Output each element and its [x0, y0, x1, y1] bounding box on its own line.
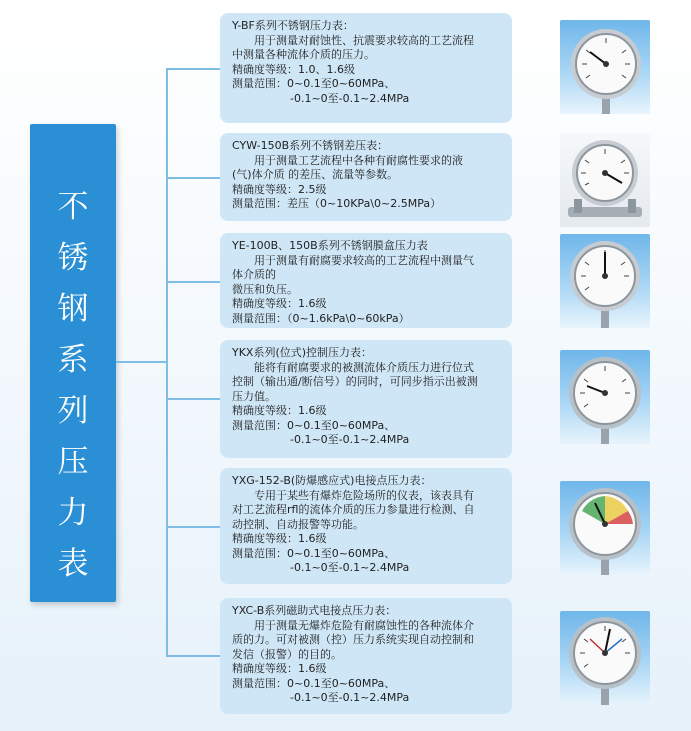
title-char: 系	[57, 342, 89, 378]
title-char: 锈	[57, 240, 89, 276]
connector-branch	[166, 655, 220, 657]
accuracy-grade: 精确度等级：1.6级	[232, 297, 327, 310]
title-char: 列	[57, 393, 89, 429]
product-description: 体介质的	[232, 268, 276, 281]
measuring-range-cont: -0.1~0至-0.1~2.4MPa	[290, 691, 410, 704]
differential-pressure-gauge-photo	[560, 133, 650, 227]
measuring-range: 测量范围：0~0.1至0~60MPa、	[232, 676, 396, 690]
product-description: 用于测量有耐腐要求较高的工艺流程中测量气	[254, 253, 474, 267]
product-name: YXC-B系列磁助式电接点压力表：	[232, 604, 397, 617]
title-char: 压	[57, 444, 89, 480]
measuring-range: 测量范围：0~0.1至0~60MPa、	[232, 418, 396, 432]
control-pressure-gauge-photo	[560, 350, 650, 444]
measuring-range: 测量范围：0~0.1至0~60MPa、	[232, 546, 396, 560]
product-card	[220, 340, 512, 458]
measuring-range: 测量范围：0~0.1至0~60MPa、	[232, 77, 396, 90]
product-description: (气)体介质 的差压、流量等参数。	[232, 168, 399, 181]
measuring-range: 测量范围：（0~1.6kPa\0~60kPa）	[232, 311, 410, 325]
accuracy-grade: 精确度等级：1.6级	[232, 404, 327, 417]
product-description: 用于测量无爆炸危险有耐腐蚀性的各种流体介	[254, 618, 474, 632]
product-card	[220, 233, 512, 328]
product-card	[220, 13, 512, 123]
accuracy-grade: 精确度等级：1.6级	[232, 662, 327, 675]
title-char: 表	[57, 546, 89, 582]
product-description: 中测量各种流体介质的压力。	[232, 48, 375, 61]
series-title	[30, 182, 116, 590]
product-description: 能将有耐腐要求的被测流体介质压力进行位式	[254, 360, 474, 374]
product-description: 用于测量工艺流程中各种有耐腐性要求的液	[254, 153, 463, 167]
accuracy-grade: 精确度等级：2.5级	[232, 182, 327, 196]
connector-branch	[166, 68, 220, 70]
magnetic-contact-gauge-photo	[560, 611, 650, 705]
product-card	[220, 133, 512, 221]
connector-trunk	[116, 361, 168, 363]
connector-branch	[166, 398, 220, 400]
capsule-pressure-gauge-photo	[560, 234, 650, 328]
connector-branch	[166, 281, 220, 283]
measuring-range-cont: -0.1~0至-0.1~2.4MPa	[290, 433, 410, 446]
title-char: 钢	[57, 291, 89, 327]
product-card	[220, 468, 512, 584]
product-description: 动控制、自动报警等功能。	[232, 517, 364, 531]
product-name: Y-BF系列不锈钢压力表：	[232, 19, 354, 32]
explosion-proof-contact-gauge-photo	[560, 481, 650, 575]
title-char: 力	[57, 495, 89, 531]
accuracy-grade: 精确度等级：1.0、1.6级	[232, 62, 355, 76]
product-name: YE-100B、150B系列不锈钢膜盒压力表	[232, 239, 428, 252]
measuring-range-cont: -0.1~0至-0.1~2.4MPa	[290, 91, 410, 105]
series-title-box	[30, 124, 116, 602]
product-name: CYW-150B系列不锈钢差压表：	[232, 139, 389, 152]
measuring-range-cont: -0.1~0至-0.1~2.4MPa	[290, 561, 410, 574]
title-char: 不	[57, 189, 89, 225]
product-description: 压力值。	[232, 389, 276, 403]
product-description: 控制（输出通/断信号）的同时，可同步指示出被测	[232, 375, 478, 388]
product-name: YXG-152-B(防爆感应式)电接点压力表：	[232, 474, 432, 487]
product-description: 微压和负压。	[232, 282, 298, 296]
product-card	[220, 598, 512, 714]
accuracy-grade: 精确度等级：1.6级	[232, 532, 327, 545]
product-description: 质的力。可对被测（控）压力系统实现自动控制和	[232, 633, 474, 646]
connector-vertical	[166, 68, 168, 657]
product-description: 用于测量对耐蚀性、抗震要求较高的工艺流程	[254, 33, 474, 47]
product-description: 发信（报警）的目的。	[232, 647, 342, 661]
product-name: YKX系列(位式)控制压力表：	[232, 346, 373, 359]
connector-branch	[166, 526, 220, 528]
pressure-gauge-photo	[560, 20, 650, 114]
measuring-range: 测量范围：差压（0~10KPa\0~2.5MPa）	[232, 197, 442, 210]
connector-branch	[166, 177, 220, 179]
product-description: 对工艺流程rfl的流体介质的压力参量进行检测、自	[232, 503, 475, 516]
product-description: 专用于某些有爆炸危险场所的仪表，该表具有	[254, 488, 474, 502]
